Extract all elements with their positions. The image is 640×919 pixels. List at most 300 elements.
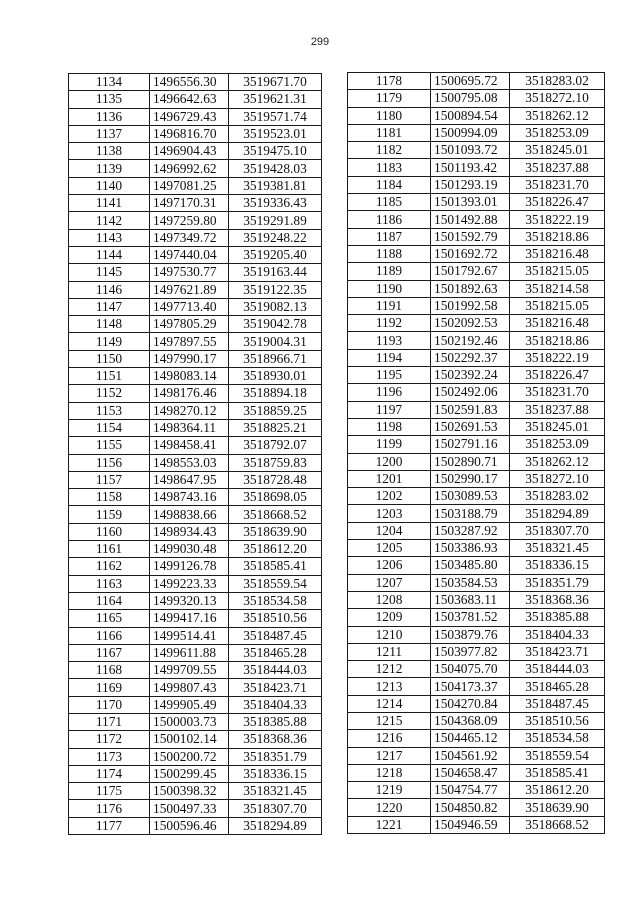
point-number-cell: 1171 — [69, 713, 150, 730]
x-coordinate-cell: 1502492.06 — [431, 384, 510, 401]
point-number-cell: 1199 — [348, 436, 431, 453]
point-number-cell: 1164 — [69, 592, 150, 609]
table-row — [348, 297, 605, 314]
point-number-cell: 1172 — [69, 731, 150, 748]
table-row — [69, 333, 322, 350]
table-row — [69, 402, 322, 419]
table-row — [69, 731, 322, 748]
y-coordinate-cell: 3519381.81 — [229, 177, 322, 194]
table-row — [348, 453, 605, 470]
x-coordinate-cell: 1498743.16 — [150, 489, 229, 506]
x-coordinate-cell: 1498934.43 — [150, 523, 229, 540]
x-coordinate-cell: 1504561.92 — [431, 747, 510, 764]
y-coordinate-cell: 3518253.09 — [510, 436, 605, 453]
x-coordinate-cell: 1498270.12 — [150, 402, 229, 419]
x-coordinate-cell: 1502990.17 — [431, 470, 510, 487]
table-row — [348, 643, 605, 660]
y-coordinate-cell: 3518294.89 — [510, 505, 605, 522]
y-coordinate-cell: 3518368.36 — [229, 731, 322, 748]
table-row — [348, 73, 605, 90]
y-coordinate-cell: 3518966.71 — [229, 350, 322, 367]
x-coordinate-cell: 1501193.42 — [431, 159, 510, 176]
table-row — [348, 540, 605, 557]
point-number-cell: 1136 — [69, 108, 150, 125]
point-number-cell: 1140 — [69, 177, 150, 194]
y-coordinate-cell: 3519248.22 — [229, 229, 322, 246]
y-coordinate-cell: 3518321.45 — [510, 540, 605, 557]
y-coordinate-cell: 3518698.05 — [229, 489, 322, 506]
y-coordinate-cell: 3519475.10 — [229, 143, 322, 160]
table-row — [69, 783, 322, 800]
table-row — [69, 316, 322, 333]
table-row — [348, 574, 605, 591]
table-row — [69, 506, 322, 523]
y-coordinate-cell: 3518559.54 — [229, 575, 322, 592]
x-coordinate-cell: 1497713.40 — [150, 298, 229, 315]
y-coordinate-cell: 3519122.35 — [229, 281, 322, 298]
table-row — [69, 454, 322, 471]
x-coordinate-cell: 1498458.41 — [150, 437, 229, 454]
table-row — [69, 212, 322, 229]
point-number-cell: 1181 — [348, 124, 431, 141]
point-number-cell: 1191 — [348, 297, 431, 314]
point-number-cell: 1202 — [348, 488, 431, 505]
x-coordinate-cell: 1502192.46 — [431, 332, 510, 349]
point-number-cell: 1204 — [348, 522, 431, 539]
y-coordinate-cell: 3518368.36 — [510, 591, 605, 608]
table-row — [348, 816, 605, 833]
point-number-cell: 1158 — [69, 489, 150, 506]
table-row — [348, 349, 605, 366]
table-row — [348, 401, 605, 418]
x-coordinate-cell: 1501293.19 — [431, 176, 510, 193]
x-coordinate-cell: 1502890.71 — [431, 453, 510, 470]
x-coordinate-cell: 1499709.55 — [150, 662, 229, 679]
table-row — [69, 91, 322, 108]
table-row — [348, 747, 605, 764]
y-coordinate-cell: 3519523.01 — [229, 125, 322, 142]
y-coordinate-cell: 3518336.15 — [510, 557, 605, 574]
x-coordinate-cell: 1497440.04 — [150, 246, 229, 263]
point-number-cell: 1193 — [348, 332, 431, 349]
y-coordinate-cell: 3518423.71 — [510, 643, 605, 660]
point-number-cell: 1209 — [348, 609, 431, 626]
point-number-cell: 1218 — [348, 764, 431, 781]
x-coordinate-cell: 1504368.09 — [431, 712, 510, 729]
x-coordinate-cell: 1503781.52 — [431, 609, 510, 626]
point-number-cell: 1216 — [348, 730, 431, 747]
y-coordinate-cell: 3518668.52 — [510, 816, 605, 833]
point-number-cell: 1151 — [69, 368, 150, 385]
x-coordinate-cell: 1504946.59 — [431, 816, 510, 833]
point-number-cell: 1159 — [69, 506, 150, 523]
point-number-cell: 1170 — [69, 696, 150, 713]
table-row — [69, 610, 322, 627]
y-coordinate-cell: 3518510.56 — [510, 712, 605, 729]
table-row — [69, 765, 322, 782]
point-number-cell: 1148 — [69, 316, 150, 333]
point-number-cell: 1146 — [69, 281, 150, 298]
point-number-cell: 1189 — [348, 263, 431, 280]
x-coordinate-cell: 1498647.95 — [150, 471, 229, 488]
y-coordinate-cell: 3518351.79 — [510, 574, 605, 591]
point-number-cell: 1174 — [69, 765, 150, 782]
point-number-cell: 1160 — [69, 523, 150, 540]
point-number-cell: 1194 — [348, 349, 431, 366]
table-row — [69, 385, 322, 402]
x-coordinate-cell: 1501393.01 — [431, 194, 510, 211]
point-number-cell: 1195 — [348, 367, 431, 384]
y-coordinate-cell: 3518510.56 — [229, 610, 322, 627]
point-number-cell: 1178 — [348, 73, 431, 90]
x-coordinate-cell: 1501892.63 — [431, 280, 510, 297]
x-coordinate-cell: 1502292.37 — [431, 349, 510, 366]
table-row — [348, 418, 605, 435]
x-coordinate-cell: 1500994.09 — [431, 124, 510, 141]
x-coordinate-cell: 1497897.55 — [150, 333, 229, 350]
table-row — [69, 246, 322, 263]
y-coordinate-cell: 3518307.70 — [229, 800, 322, 817]
x-coordinate-cell: 1501692.72 — [431, 245, 510, 262]
x-coordinate-cell: 1503287.92 — [431, 522, 510, 539]
point-number-cell: 1141 — [69, 195, 150, 212]
point-number-cell: 1135 — [69, 91, 150, 108]
x-coordinate-cell: 1504465.12 — [431, 730, 510, 747]
x-coordinate-cell: 1502691.53 — [431, 418, 510, 435]
table-row — [69, 627, 322, 644]
table-row — [348, 436, 605, 453]
table-row — [348, 626, 605, 643]
table-row — [348, 176, 605, 193]
y-coordinate-cell: 3518283.02 — [510, 488, 605, 505]
table-row — [69, 471, 322, 488]
x-coordinate-cell: 1496556.30 — [150, 74, 229, 91]
y-coordinate-cell: 3518215.05 — [510, 297, 605, 314]
point-number-cell: 1197 — [348, 401, 431, 418]
table-row — [348, 782, 605, 799]
y-coordinate-cell: 3518272.10 — [510, 90, 605, 107]
y-coordinate-cell: 3518465.28 — [510, 678, 605, 695]
table-row — [69, 592, 322, 609]
point-number-cell: 1162 — [69, 558, 150, 575]
table-row — [69, 748, 322, 765]
point-number-cell: 1139 — [69, 160, 150, 177]
y-coordinate-cell: 3518930.01 — [229, 368, 322, 385]
table-row — [69, 350, 322, 367]
y-coordinate-cell: 3518559.54 — [510, 747, 605, 764]
x-coordinate-cell: 1497621.89 — [150, 281, 229, 298]
point-number-cell: 1215 — [348, 712, 431, 729]
point-number-cell: 1175 — [69, 783, 150, 800]
table-row — [69, 575, 322, 592]
table-row — [348, 730, 605, 747]
x-coordinate-cell: 1498838.66 — [150, 506, 229, 523]
table-row — [348, 488, 605, 505]
y-coordinate-cell: 3518792.07 — [229, 437, 322, 454]
y-coordinate-cell: 3518215.05 — [510, 263, 605, 280]
table-row — [348, 315, 605, 332]
x-coordinate-cell: 1500894.54 — [431, 107, 510, 124]
x-coordinate-cell: 1503089.53 — [431, 488, 510, 505]
table-row — [69, 74, 322, 91]
x-coordinate-cell: 1504075.70 — [431, 661, 510, 678]
y-coordinate-cell: 3518612.20 — [510, 782, 605, 799]
table-row — [348, 280, 605, 297]
point-number-cell: 1179 — [348, 90, 431, 107]
table-row — [348, 470, 605, 487]
x-coordinate-cell: 1497170.31 — [150, 195, 229, 212]
y-coordinate-cell: 3519621.31 — [229, 91, 322, 108]
point-number-cell: 1168 — [69, 662, 150, 679]
x-coordinate-cell: 1499417.16 — [150, 610, 229, 627]
table-row — [69, 696, 322, 713]
table-row — [348, 228, 605, 245]
table-row — [348, 142, 605, 159]
y-coordinate-cell: 3518226.47 — [510, 194, 605, 211]
point-number-cell: 1152 — [69, 385, 150, 402]
table-row — [69, 489, 322, 506]
y-coordinate-cell: 3519042.78 — [229, 316, 322, 333]
table-row — [69, 541, 322, 558]
x-coordinate-cell: 1503683.11 — [431, 591, 510, 608]
point-number-cell: 1186 — [348, 211, 431, 228]
point-number-cell: 1143 — [69, 229, 150, 246]
y-coordinate-cell: 3518728.48 — [229, 471, 322, 488]
y-coordinate-cell: 3518612.20 — [229, 541, 322, 558]
table-row — [69, 419, 322, 436]
x-coordinate-cell: 1502791.16 — [431, 436, 510, 453]
table-row — [69, 523, 322, 540]
coordinates-table-right — [347, 72, 605, 834]
x-coordinate-cell: 1499514.41 — [150, 627, 229, 644]
x-coordinate-cell: 1504173.37 — [431, 678, 510, 695]
table-row — [69, 800, 322, 817]
table-row — [348, 609, 605, 626]
y-coordinate-cell: 3519082.13 — [229, 298, 322, 315]
point-number-cell: 1150 — [69, 350, 150, 367]
point-number-cell: 1149 — [69, 333, 150, 350]
table-row — [69, 298, 322, 315]
x-coordinate-cell: 1497530.77 — [150, 264, 229, 281]
y-coordinate-cell: 3518859.25 — [229, 402, 322, 419]
point-number-cell: 1198 — [348, 418, 431, 435]
y-coordinate-cell: 3518272.10 — [510, 470, 605, 487]
table-row — [348, 211, 605, 228]
point-number-cell: 1196 — [348, 384, 431, 401]
point-number-cell: 1163 — [69, 575, 150, 592]
table-row — [348, 384, 605, 401]
table-row — [69, 368, 322, 385]
x-coordinate-cell: 1499030.48 — [150, 541, 229, 558]
y-coordinate-cell: 3518894.18 — [229, 385, 322, 402]
table-row — [348, 799, 605, 816]
x-coordinate-cell: 1496992.62 — [150, 160, 229, 177]
table-row — [348, 159, 605, 176]
point-number-cell: 1153 — [69, 402, 150, 419]
x-coordinate-cell: 1504270.84 — [431, 695, 510, 712]
point-number-cell: 1134 — [69, 74, 150, 91]
x-coordinate-cell: 1496816.70 — [150, 125, 229, 142]
y-coordinate-cell: 3519571.74 — [229, 108, 322, 125]
point-number-cell: 1173 — [69, 748, 150, 765]
point-number-cell: 1221 — [348, 816, 431, 833]
point-number-cell: 1183 — [348, 159, 431, 176]
x-coordinate-cell: 1497349.72 — [150, 229, 229, 246]
point-number-cell: 1166 — [69, 627, 150, 644]
page-number: 299 — [310, 36, 330, 48]
y-coordinate-cell: 3518253.09 — [510, 124, 605, 141]
x-coordinate-cell: 1502092.53 — [431, 315, 510, 332]
x-coordinate-cell: 1500596.46 — [150, 817, 229, 834]
y-coordinate-cell: 3518487.45 — [510, 695, 605, 712]
y-coordinate-cell: 3518465.28 — [229, 644, 322, 661]
table-row — [348, 661, 605, 678]
table-row — [348, 695, 605, 712]
x-coordinate-cell: 1504754.77 — [431, 782, 510, 799]
coordinates-table-left — [68, 73, 322, 835]
point-number-cell: 1154 — [69, 419, 150, 436]
y-coordinate-cell: 3519428.03 — [229, 160, 322, 177]
point-number-cell: 1138 — [69, 143, 150, 160]
y-coordinate-cell: 3518585.41 — [229, 558, 322, 575]
x-coordinate-cell: 1501093.72 — [431, 142, 510, 159]
table-row — [348, 194, 605, 211]
point-number-cell: 1206 — [348, 557, 431, 574]
table-row — [348, 245, 605, 262]
x-coordinate-cell: 1503879.76 — [431, 626, 510, 643]
x-coordinate-cell: 1500398.32 — [150, 783, 229, 800]
point-number-cell: 1201 — [348, 470, 431, 487]
x-coordinate-cell: 1503188.79 — [431, 505, 510, 522]
point-number-cell: 1207 — [348, 574, 431, 591]
table-row — [69, 679, 322, 696]
y-coordinate-cell: 3518404.33 — [229, 696, 322, 713]
table-row — [69, 662, 322, 679]
point-number-cell: 1188 — [348, 245, 431, 262]
y-coordinate-cell: 3518321.45 — [229, 783, 322, 800]
point-number-cell: 1182 — [348, 142, 431, 159]
point-number-cell: 1185 — [348, 194, 431, 211]
y-coordinate-cell: 3518423.71 — [229, 679, 322, 696]
point-number-cell: 1156 — [69, 454, 150, 471]
table-row — [69, 177, 322, 194]
point-number-cell: 1208 — [348, 591, 431, 608]
y-coordinate-cell: 3519336.43 — [229, 195, 322, 212]
y-coordinate-cell: 3518385.88 — [510, 609, 605, 626]
point-number-cell: 1187 — [348, 228, 431, 245]
x-coordinate-cell: 1500497.33 — [150, 800, 229, 817]
y-coordinate-cell: 3518283.02 — [510, 73, 605, 90]
x-coordinate-cell: 1504658.47 — [431, 764, 510, 781]
y-coordinate-cell: 3518218.86 — [510, 228, 605, 245]
x-coordinate-cell: 1497990.17 — [150, 350, 229, 367]
table-row — [348, 522, 605, 539]
table-row — [69, 160, 322, 177]
x-coordinate-cell: 1503977.82 — [431, 643, 510, 660]
x-coordinate-cell: 1499223.33 — [150, 575, 229, 592]
table-row — [69, 229, 322, 246]
point-number-cell: 1169 — [69, 679, 150, 696]
y-coordinate-cell: 3518231.70 — [510, 384, 605, 401]
y-coordinate-cell: 3518294.89 — [229, 817, 322, 834]
point-number-cell: 1184 — [348, 176, 431, 193]
point-number-cell: 1142 — [69, 212, 150, 229]
y-coordinate-cell: 3518825.21 — [229, 419, 322, 436]
y-coordinate-cell: 3518487.45 — [229, 627, 322, 644]
x-coordinate-cell: 1499611.88 — [150, 644, 229, 661]
point-number-cell: 1165 — [69, 610, 150, 627]
y-coordinate-cell: 3518534.58 — [229, 592, 322, 609]
x-coordinate-cell: 1499126.78 — [150, 558, 229, 575]
x-coordinate-cell: 1504850.82 — [431, 799, 510, 816]
y-coordinate-cell: 3519291.89 — [229, 212, 322, 229]
x-coordinate-cell: 1502392.24 — [431, 367, 510, 384]
y-coordinate-cell: 3518226.47 — [510, 367, 605, 384]
table-row — [348, 332, 605, 349]
y-coordinate-cell: 3518245.01 — [510, 418, 605, 435]
y-coordinate-cell: 3518222.19 — [510, 211, 605, 228]
y-coordinate-cell: 3518237.88 — [510, 159, 605, 176]
y-coordinate-cell: 3518444.03 — [510, 661, 605, 678]
y-coordinate-cell: 3518231.70 — [510, 176, 605, 193]
table-row — [348, 505, 605, 522]
point-number-cell: 1161 — [69, 541, 150, 558]
point-number-cell: 1192 — [348, 315, 431, 332]
y-coordinate-cell: 3519205.40 — [229, 246, 322, 263]
x-coordinate-cell: 1503485.80 — [431, 557, 510, 574]
y-coordinate-cell: 3518534.58 — [510, 730, 605, 747]
table-row — [348, 764, 605, 781]
y-coordinate-cell: 3518639.90 — [510, 799, 605, 816]
y-coordinate-cell: 3518444.03 — [229, 662, 322, 679]
table-row — [348, 124, 605, 141]
x-coordinate-cell: 1499905.49 — [150, 696, 229, 713]
point-number-cell: 1219 — [348, 782, 431, 799]
y-coordinate-cell: 3518245.01 — [510, 142, 605, 159]
x-coordinate-cell: 1501592.79 — [431, 228, 510, 245]
y-coordinate-cell: 3518262.12 — [510, 107, 605, 124]
x-coordinate-cell: 1500795.08 — [431, 90, 510, 107]
table-row — [348, 712, 605, 729]
table-row — [348, 263, 605, 280]
y-coordinate-cell: 3518351.79 — [229, 748, 322, 765]
x-coordinate-cell: 1496904.43 — [150, 143, 229, 160]
table-row — [348, 90, 605, 107]
x-coordinate-cell: 1501992.58 — [431, 297, 510, 314]
x-coordinate-cell: 1499320.13 — [150, 592, 229, 609]
y-coordinate-cell: 3518668.52 — [229, 506, 322, 523]
x-coordinate-cell: 1500200.72 — [150, 748, 229, 765]
point-number-cell: 1214 — [348, 695, 431, 712]
y-coordinate-cell: 3518218.86 — [510, 332, 605, 349]
point-number-cell: 1144 — [69, 246, 150, 263]
y-coordinate-cell: 3518385.88 — [229, 713, 322, 730]
table-row — [69, 125, 322, 142]
x-coordinate-cell: 1498176.46 — [150, 385, 229, 402]
y-coordinate-cell: 3518237.88 — [510, 401, 605, 418]
point-number-cell: 1203 — [348, 505, 431, 522]
table-row — [69, 281, 322, 298]
table-row — [69, 264, 322, 281]
y-coordinate-cell: 3519004.31 — [229, 333, 322, 350]
point-number-cell: 1157 — [69, 471, 150, 488]
y-coordinate-cell: 3519163.44 — [229, 264, 322, 281]
x-coordinate-cell: 1498083.14 — [150, 368, 229, 385]
point-number-cell: 1205 — [348, 540, 431, 557]
y-coordinate-cell: 3518759.83 — [229, 454, 322, 471]
x-coordinate-cell: 1503386.93 — [431, 540, 510, 557]
point-number-cell: 1176 — [69, 800, 150, 817]
